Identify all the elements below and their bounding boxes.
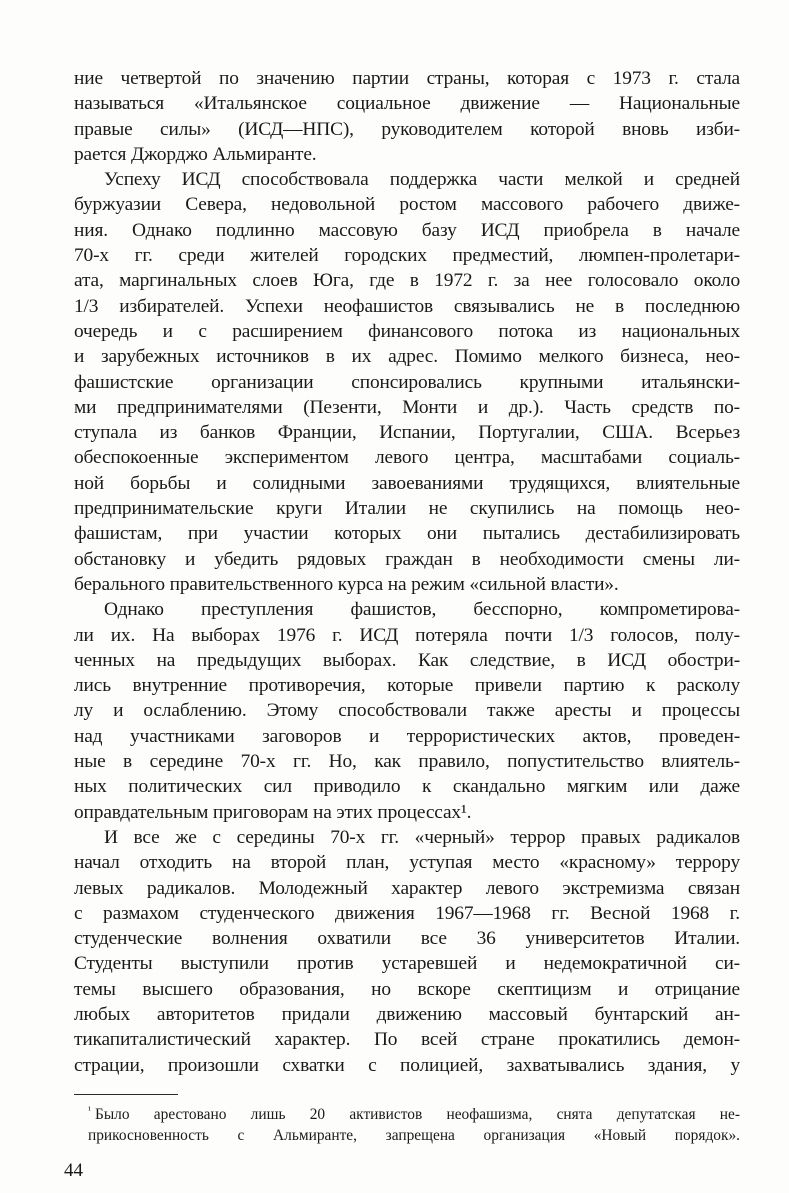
text-line: студенческие волнения охватили все 36 университетов Италии. [74, 928, 740, 950]
text-line: лу и ослаблению. Этому способствовали также аресты и процессы [74, 700, 740, 722]
main-text [74, 66, 740, 1078]
text-line: и зарубежных источников в их адрес. Помимо мелкого бизнеса, нео- [74, 346, 740, 368]
text-line: рается Джорджо Альмиранте. [74, 143, 317, 165]
text-line: ступала из банков Франции, Испании, Португалии, США. Всерьез [74, 422, 740, 444]
text-line: И все же с середины 70-х гг. «черный» террор правых радикалов [104, 826, 740, 848]
text-line: обстановку и убедить рядовых граждан в необходимости смены ли- [74, 548, 740, 570]
text-line: 70-х гг. среди жителей городских предместий, люмпен-пролетари- [74, 245, 740, 267]
text-line: Однако преступления фашистов, бесспорно, компрометирова- [104, 599, 740, 621]
footnote-line [74, 1104, 740, 1125]
text-line: ли их. На выборах 1976 г. ИСД потеряла почти 1/3 голосов, полу- [74, 624, 740, 646]
footnote-line: прикосновенность с Альмиранте, запрещена организация «Новый порядок». [88, 1127, 740, 1144]
text-line: ной борьбы и солидными завоеваниями трудящихся, влиятельные [74, 472, 740, 494]
footnote-marker: ¹ [88, 1104, 91, 1116]
text-line: левых радикалов. Молодежный характер левого экстремизма связан [74, 877, 740, 899]
text-line: с размахом студенческого движения 1967—1968 гг. Весной 1968 г. [74, 902, 740, 924]
text-line: страции, произошли схватки с полицией, захватывались здания, у [74, 1054, 740, 1076]
footnote-text: Было арестовано лишь 20 активистов неофашизма, снята депутатская не- [95, 1106, 740, 1123]
footnote-divider [74, 1094, 178, 1095]
page-number: 44 [64, 1160, 83, 1181]
text-line: фашистские организации спонсировались крупными итальянски- [74, 371, 740, 393]
text-line: темы высшего образования, но вскоре скептицизм и отрицание [74, 978, 740, 1000]
text-line: ата, маргинальных слоев Юга, где в 1972 г. за нее голосовало около [74, 270, 740, 292]
text-line: ные в середине 70-х гг. Но, как правило, попустительство влиятель- [74, 751, 740, 773]
text-line: любых авторитетов придали движению массовый бунтарский ан- [74, 1003, 740, 1025]
text-line: называться «Итальянское социальное движение — Национальные [74, 93, 740, 115]
text-line: ми предпринимателями (Пезенти, Монти и др.). Часть средств по- [74, 396, 740, 418]
text-line: очередь и с расширением финансового потока из национальных [74, 320, 740, 342]
text-line: берального правительственного курса на режим «сильной власти». [74, 573, 619, 595]
text-line: лись внутренние противоречия, которые привели партию к расколу [74, 675, 740, 697]
text-line: тикапиталистический характер. По всей стране прокатились демон- [74, 1029, 740, 1051]
text-line: предпринимательские круги Италии не скупились на помощь нео- [74, 498, 740, 520]
text-line: ных политических сил приводило к скандально мягким или даже [74, 776, 740, 798]
text-line: ния. Однако подлинно массовую базу ИСД приобрела в начале [74, 219, 740, 241]
text-line: правые силы» (ИСД—НПС), руководителем которой вновь изби- [74, 118, 740, 140]
text-line: над участниками заговоров и террористических актов, проведен- [74, 725, 740, 747]
text-line: Студенты выступили против устаревшей и недемократичной си- [74, 953, 740, 975]
footnotes [74, 1104, 740, 1146]
text-line: начал отходить на второй план, уступая место «красному» террору [74, 852, 740, 874]
text-line: обеспокоенные экспериментом левого центра, масштабами социаль- [74, 447, 740, 469]
text-line: ние четвертой по значению партии страны, которая с 1973 г. стала [74, 68, 740, 89]
text-line: фашистам, при участии которых они пытались дестабилизировать [74, 523, 740, 545]
text-line: 1/3 избирателей. Успехи неофашистов связывались не в последнюю [74, 295, 740, 317]
text-line: буржуазии Севера, недовольной ростом массового рабочего движе- [74, 194, 740, 216]
text-line: оправдательным приговорам на этих процессах¹. [74, 801, 472, 823]
text-line: Успеху ИСД способствовала поддержка части мелкой и средней [104, 169, 740, 191]
text-line: ченных на предыдущих выборах. Как следствие, в ИСД обостри- [74, 649, 740, 671]
